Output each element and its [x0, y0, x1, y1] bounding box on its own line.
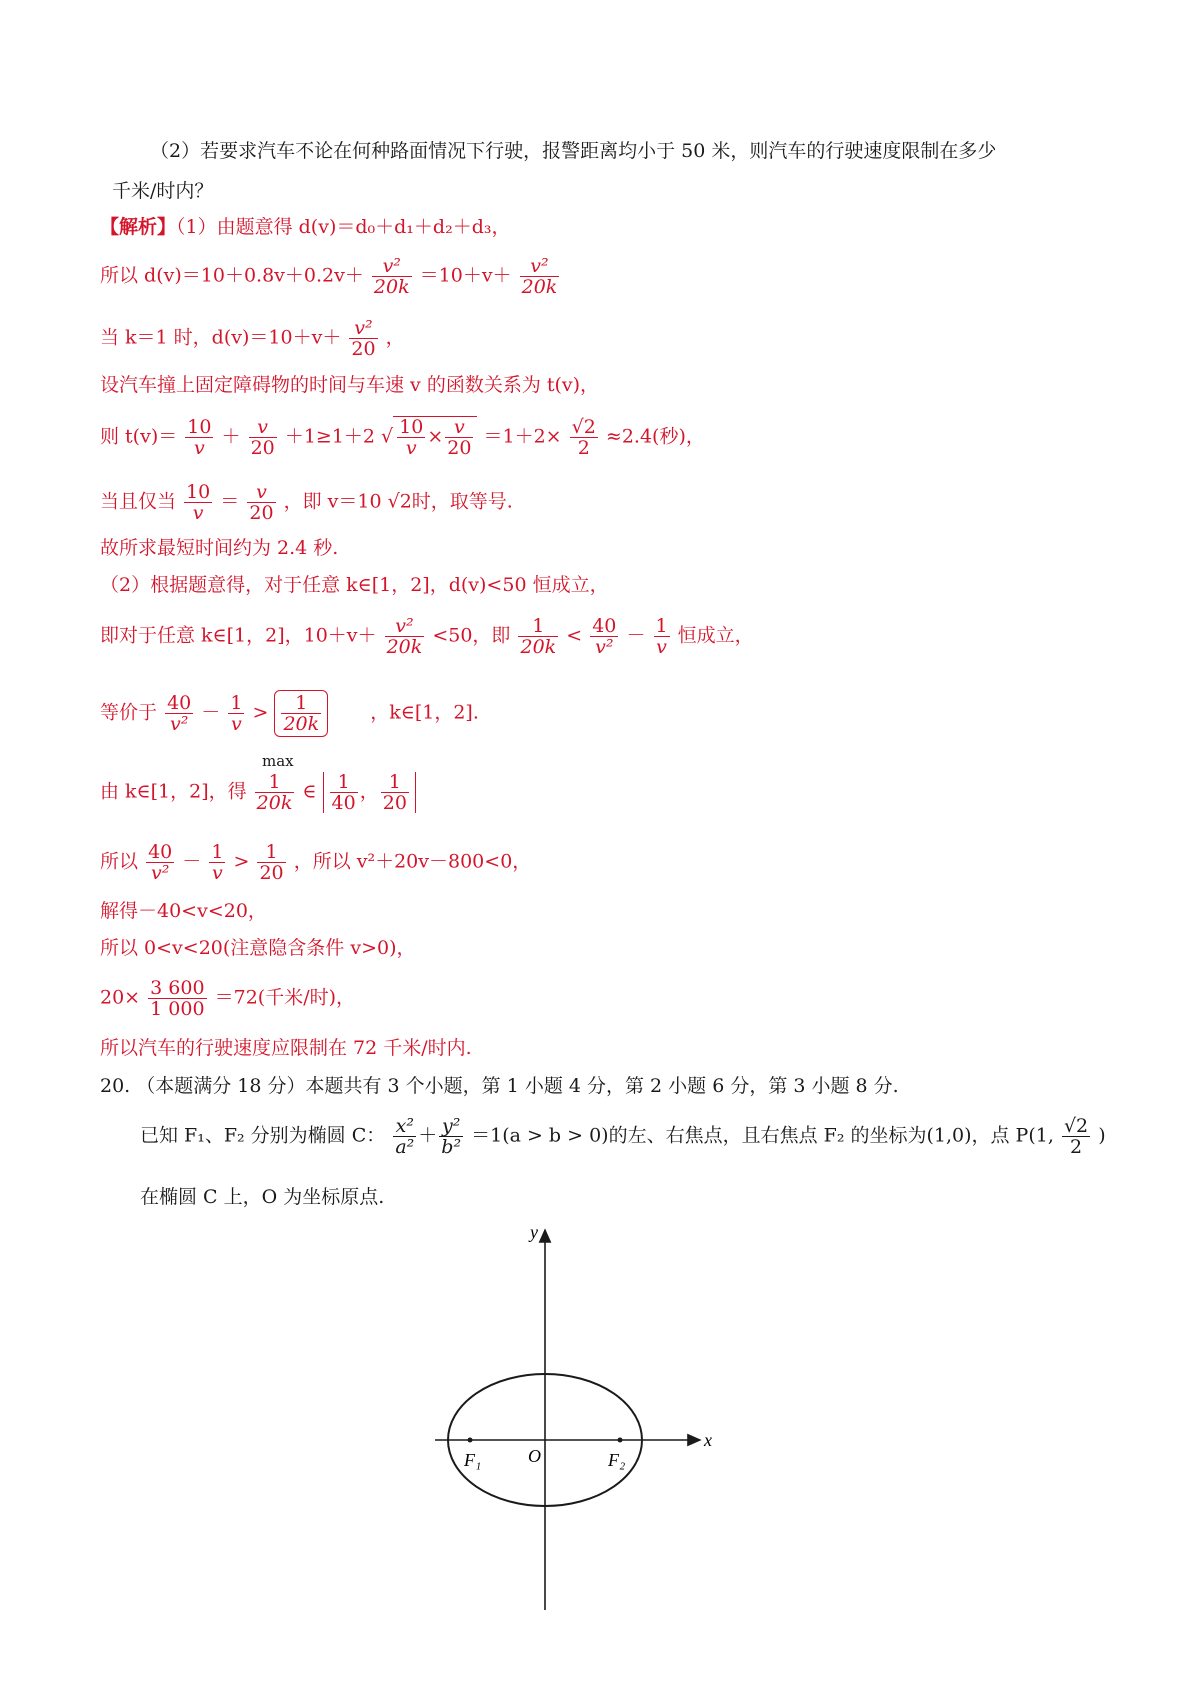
solution-line-13: 解得－40<v<20， [100, 900, 267, 922]
denominator: v [212, 862, 223, 884]
question-20-line3: 在椭圆 C 上，O 为坐标原点. [140, 1186, 385, 1208]
denominator: v [194, 437, 205, 459]
numerator: 10 [399, 416, 424, 438]
solution-text: （1）由题意得 d(v)＝d₀＋d₁＋d₂＋d₃， [176, 216, 511, 238]
fraction [146, 842, 174, 883]
numerator: 1 [211, 841, 224, 863]
max-bracket [274, 690, 328, 737]
text: ， [385, 326, 405, 349]
fraction [349, 318, 377, 359]
numerator: √2 [571, 416, 596, 438]
text: ＋ [221, 425, 241, 448]
fraction [257, 842, 285, 883]
text: > [233, 850, 250, 873]
solution-line-1 [100, 214, 510, 240]
x-axis-label: x [704, 1430, 712, 1450]
solution-line-4: 设汽车撞上固定障碍物的时间与车速 v 的函数关系为 t(v)， [100, 374, 600, 396]
text: 20× [100, 986, 141, 1009]
text: － [626, 624, 646, 647]
fraction [372, 256, 412, 297]
solution-line-8: （2）根据题意得，对于任意 k∈[1，2]，d(v)<50 恒成立， [100, 574, 609, 596]
numerator: 10 [187, 416, 212, 438]
denominator: v [405, 437, 417, 459]
numerator: v² [385, 616, 425, 637]
fraction [165, 693, 193, 734]
numerator: v² [372, 256, 412, 277]
numerator: v [249, 417, 277, 438]
focus-f1-point [468, 1438, 473, 1443]
fraction [654, 616, 670, 657]
question-20-line2: 已知 F₁、F₂ 分别为椭圆 C： $\frac{\text{x²}}{\text{a²}}$ ＋ $\frac{\text{y²}}{\text{b²}}$ ＝1(a > b > 0)的左、右焦点，且右焦点 F₂ 的坐标为(1,0)，点 P(1, $\frac{√2}{2}$ ) [140, 1115, 1106, 1158]
numerator: v [247, 482, 275, 503]
text: ≈2.4(秒)， [605, 425, 705, 448]
question-20-header: 20. （本题满分 18 分）本题共有 3 个小题，第 1 小题 4 分，第 2 小题 6 分，第 3 小题 8 分. [100, 1075, 899, 1097]
denominator: 20k [521, 276, 558, 298]
text: ) [1098, 1124, 1106, 1147]
numerator: 1 [281, 693, 321, 714]
solution-line-11 [100, 772, 416, 813]
numerator: 40 [167, 692, 192, 714]
fraction [570, 417, 598, 458]
interval-bracket: $\frac{1}{40}$ ， $\frac{1}{20}$ [323, 772, 416, 813]
text: ＝10＋v＋ [419, 264, 512, 287]
text: > [252, 701, 269, 724]
question-part2-line1: （2）若要求汽车不论在何种路面情况下行驶，报警距离均小于 50 米，则汽车的行驶速度限制在多少 [150, 140, 997, 162]
solution-line-15 [100, 978, 355, 1019]
numerator: v [445, 417, 473, 438]
numerator: 1 [330, 772, 358, 793]
fraction [1062, 1116, 1090, 1157]
solution-line-5 [100, 416, 705, 458]
denominator: 40 [331, 792, 356, 814]
denominator: v [656, 636, 667, 658]
numerator: v² [349, 318, 377, 339]
question-part2-line2: 千米/时内？ [112, 180, 214, 202]
text: 所以 d(v)＝10＋0.8v＋0.2v＋ [100, 264, 364, 287]
text: ，即 v＝10 √2时，取等号. [283, 490, 513, 513]
denominator: 20k [373, 276, 410, 298]
denominator: 20k [520, 636, 557, 658]
fraction [385, 616, 425, 657]
text: < [566, 624, 583, 647]
fraction [439, 1116, 463, 1157]
fraction [247, 482, 275, 523]
solution-line-6 [100, 482, 513, 523]
denominator: 20k [256, 792, 293, 814]
denominator: 20k [386, 636, 423, 658]
denominator: 2 [577, 437, 590, 459]
solution-line-14: 所以 0<v<20(注意隐含条件 v>0)， [100, 937, 416, 959]
fraction [209, 842, 225, 883]
fraction [520, 256, 560, 297]
text: 当且仅当 [100, 490, 177, 513]
text: 即对于任意 k∈[1，2]，10＋v＋ [100, 624, 377, 647]
fraction [381, 772, 409, 813]
text: ，所以 v²＋20v－800<0， [293, 850, 532, 873]
text: 所以 [100, 850, 139, 873]
denominator: 20 [249, 502, 274, 524]
denominator: 1 000 [150, 998, 205, 1020]
fraction [185, 417, 213, 458]
y-axis-label: y [530, 1222, 538, 1242]
denominator: v [192, 502, 204, 524]
numerator: 40 [592, 615, 617, 637]
denominator: 20 [259, 862, 284, 884]
denominator: a² [395, 1136, 415, 1158]
denominator: v² [595, 636, 614, 658]
text: 恒成立， [677, 624, 754, 647]
numerator: y² [439, 1116, 463, 1137]
solution-line-2 [100, 256, 561, 297]
sqrt-sign: √ [381, 425, 394, 448]
fraction [281, 693, 321, 734]
f2-label: F₂ [608, 1450, 626, 1470]
text: 等价于 [100, 701, 158, 724]
text: ＝ [220, 490, 240, 513]
text: 则 t(v)＝ [100, 425, 178, 448]
numerator: x² [393, 1116, 416, 1137]
text: － [182, 850, 202, 873]
solution-line-12 [100, 842, 531, 883]
numerator: 1 [255, 772, 295, 793]
fraction [393, 1116, 416, 1157]
fraction [330, 772, 358, 813]
fraction [518, 616, 558, 657]
numerator: 1 [655, 615, 668, 637]
max-subscript: max [262, 752, 294, 770]
fraction [445, 417, 473, 458]
fraction [590, 616, 618, 657]
denominator: v [231, 713, 242, 735]
text: ∈ [302, 780, 317, 803]
numerator: 3 600 [150, 977, 205, 999]
denominator: 20 [250, 437, 275, 459]
sqrt-radicand: $\frac{10}{v}$ × $\frac{v}{20}$ [393, 416, 477, 458]
numerator: √2 [1063, 1115, 1089, 1137]
text: <50，即 [432, 624, 511, 647]
denominator: 2 [1069, 1136, 1083, 1158]
denominator: 20 [447, 437, 472, 459]
numerator: 1 [257, 842, 285, 863]
solution-line-9 [100, 616, 754, 657]
origin-label: O [528, 1446, 541, 1466]
fraction [249, 417, 277, 458]
fraction [255, 772, 295, 813]
numerator: 10 [186, 481, 211, 503]
denominator: b² [441, 1136, 462, 1158]
text: ＝1＋2× [483, 425, 562, 448]
text: 已知 F₁、F₂ 分别为椭圆 C： [140, 1124, 386, 1147]
focus-f2-point [618, 1438, 623, 1443]
text: 由 k∈[1，2]，得 [100, 780, 247, 803]
numerator: 1 [518, 616, 558, 637]
text: ＝72(千米/时)， [214, 986, 356, 1009]
numerator: v² [520, 256, 560, 277]
solution-tag: 【解析】 [100, 216, 177, 238]
numerator: 1 [381, 772, 409, 793]
f1-label: F₁ [464, 1450, 482, 1470]
numerator: 1 [230, 692, 243, 714]
fraction [184, 482, 212, 523]
denominator: 20 [351, 338, 376, 360]
fraction [228, 693, 244, 734]
fraction [148, 978, 206, 1019]
text: － [201, 701, 221, 724]
text: ＋1≥1＋2 [284, 425, 375, 448]
solution-line-10 [100, 690, 479, 737]
solution-line-3 [100, 318, 405, 359]
numerator: 40 [148, 841, 173, 863]
denominator: v² [169, 713, 189, 735]
denominator: 20k [283, 713, 320, 735]
denominator: v² [150, 862, 170, 884]
ellipse-diagram [460, 1222, 730, 1640]
solution-line-16: 所以汽车的行驶速度应限制在 72 千米/时内. [100, 1037, 472, 1059]
text: ，k∈[1，2]. [370, 701, 479, 724]
text: 当 k＝1 时，d(v)＝10＋v＋ [100, 326, 342, 349]
fraction [397, 417, 425, 458]
text: ＝1(a > b > 0)的左、右焦点，且右焦点 F₂ 的坐标为(1,0)，点 P(1, [471, 1124, 1054, 1147]
solution-line-7: 故所求最短时间约为 2.4 秒. [100, 537, 339, 559]
denominator: 20 [382, 792, 407, 814]
